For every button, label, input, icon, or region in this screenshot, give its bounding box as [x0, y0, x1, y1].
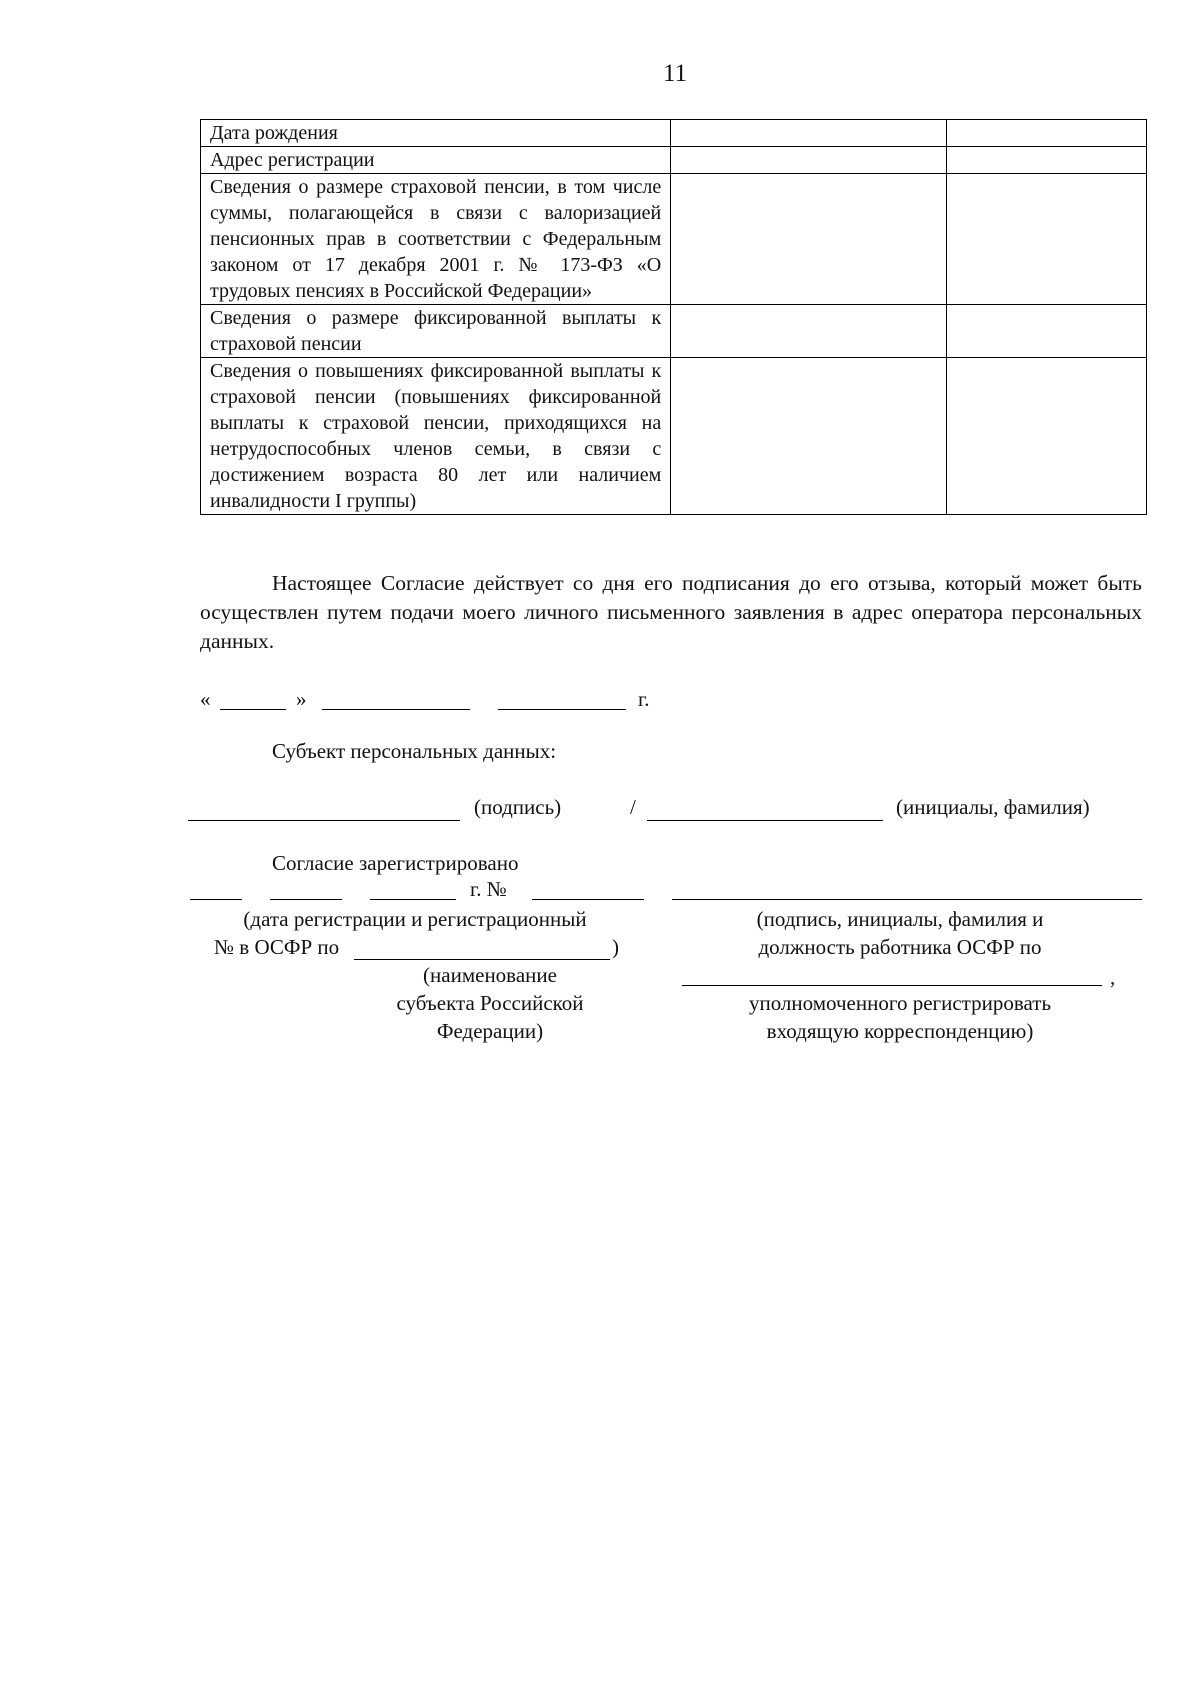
registration-title: Согласие зарегистрировано [272, 851, 519, 875]
reg-month-line[interactable] [270, 899, 342, 900]
reg-number-line[interactable] [532, 899, 644, 900]
left-caption-line-4: субъекта Российской [396, 991, 584, 1015]
row-label: Сведения о размере фиксированной выплаты к страховой пенсии [201, 305, 671, 358]
reg-number-label: г. № [470, 877, 507, 901]
left-caption-line-1: (дата регистрации и регистрационный [243, 907, 587, 931]
date-close-quote: » [296, 687, 307, 711]
right-caption-line-3: уполномоченного регистрировать [748, 991, 1052, 1015]
table-row [201, 147, 1147, 174]
registrar-position-line[interactable] [682, 985, 1102, 986]
right-caption-line-2: должность работника ОСФР по [758, 935, 1042, 959]
signature-field-line[interactable] [188, 820, 460, 821]
left-caption-line-5: Федерации) [436, 1019, 544, 1043]
day-field-line[interactable] [220, 709, 286, 710]
row-value-cell [671, 305, 947, 358]
table-row [201, 174, 1147, 305]
row-extra-cell [947, 358, 1147, 515]
signature-caption: (подпись) [474, 795, 562, 819]
month-field-line[interactable] [322, 709, 470, 710]
row-value-cell [671, 120, 947, 147]
date-open-quote: « [200, 687, 211, 711]
reg-year-line[interactable] [370, 899, 456, 900]
table-row [201, 305, 1147, 358]
row-label: Сведения о размере страховой пенсии, в том числе суммы, полагающейся в связи с валоризацией пенсионных прав в соответствии с Федеральным законом от 17 декабря 2001 г. № 173-ФЗ «О трудовых пенсиях в Российской Федерации» [201, 174, 671, 305]
row-extra-cell [947, 305, 1147, 358]
subject-label: Субъект персональных данных: [272, 739, 557, 763]
left-caption-close: ) [612, 935, 619, 959]
right-caption-line-4: входящую корреспонденцию) [766, 1019, 1034, 1043]
right-caption-line-1: (подпись, инициалы, фамилия и [756, 907, 1044, 931]
row-value-cell [671, 174, 947, 305]
row-label: Адрес регистрации [201, 147, 671, 174]
signature-separator: / [630, 795, 636, 819]
row-extra-cell [947, 120, 1147, 147]
name-caption: (инициалы, фамилия) [896, 795, 1090, 819]
table-row [201, 358, 1147, 515]
table-row [201, 120, 1147, 147]
row-value-cell [671, 147, 947, 174]
row-extra-cell [947, 174, 1147, 305]
region-name-line[interactable] [354, 959, 610, 960]
left-caption-line-2: № в ОСФР по [214, 935, 340, 959]
page-number: 11 [662, 60, 688, 87]
personal-data-table [200, 119, 1147, 515]
year-field-line[interactable] [498, 709, 626, 710]
row-value-cell [671, 358, 947, 515]
right-comma: , [1110, 965, 1116, 989]
row-extra-cell [947, 147, 1147, 174]
reg-day-line[interactable] [190, 899, 242, 900]
consent-paragraph: Настоящее Согласие действует со дня его подписания до его отзыва, который может быть осуществлен путем подачи моего личного письменного заявления в адрес оператора персональных данных. [200, 571, 1142, 653]
left-caption-line-3: (наименование [423, 963, 557, 987]
name-field-line[interactable] [647, 820, 883, 821]
registrar-signature-line[interactable] [672, 899, 1142, 900]
year-suffix: г. [638, 687, 650, 711]
row-label: Сведения о повышениях фиксированной выплаты к страховой пенсии (повышениях фиксированной выплаты к страховой пенсии, приходящихся на нетрудоспособных членов семьи, в связи с достижением возраста 80 лет или наличием инвалидности I группы) [201, 358, 671, 515]
row-label: Дата рождения [201, 120, 671, 147]
